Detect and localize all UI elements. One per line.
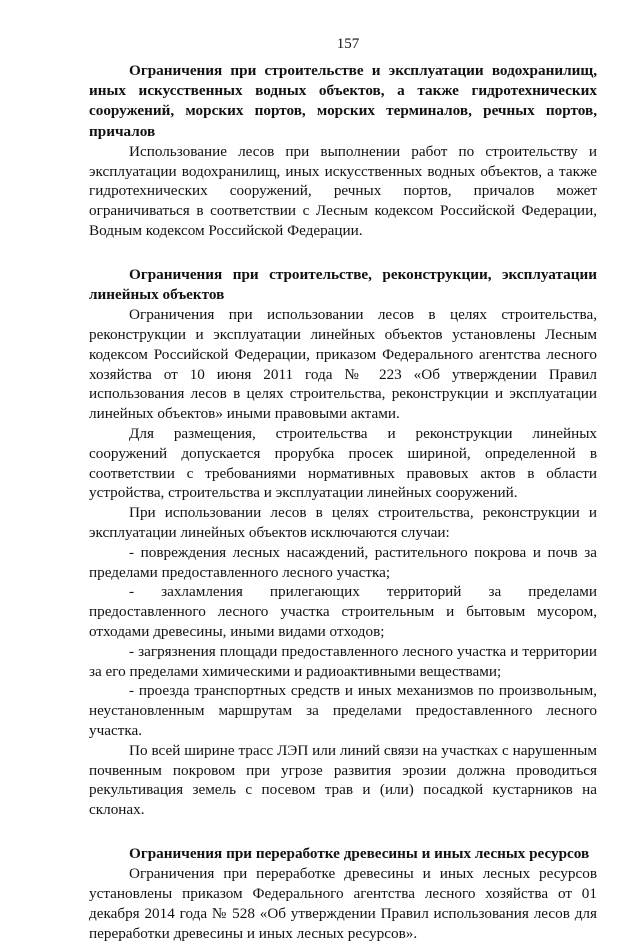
section-heading: Ограничения при строительстве, реконструкции, эксплуатации линейных объектов bbox=[89, 265, 597, 303]
list-item: - загрязнения площади предоставленного лесного участка и территории за его пределами химическими и радиоактивными веществами; bbox=[89, 642, 597, 680]
paragraph: Использование лесов при выполнении работ по строительству и эксплуатации водохранилищ, иных искусственных водных объектов, а также гидротехнических сооружений, речных портов, причалов может ограничиваться в соответствии с Лесным кодексом Российской Федерации, Водным кодексом Российской Федерации. bbox=[89, 142, 597, 239]
section-reservoirs bbox=[89, 61, 597, 241]
paragraph: По всей ширине трасс ЛЭП или линий связи на участках с нарушенным почвенным покровом при угрозе развития эрозии должна проводиться рекультивация земель с посевом трав и (или) посадкой кустарников на склонах. bbox=[89, 741, 597, 819]
paragraph: Ограничения при использовании лесов в целях строительства, реконструкции и эксплуатации линейных объектов установлены Лесным кодексом Российской Федерации, приказом Федерального агентства лесного хозяйства от 10 июня 2011 года № 223 «Об утверждении Правил использования лесов в целях строительства, реконструкции и эксплуатации линейных объектов» иными правовыми актами. bbox=[89, 306, 597, 423]
section-heading: Ограничения при строительстве и эксплуатации водохранилищ, иных искусственных водных объектов, а также гидротехнических сооружений, морских портов, морских терминалов, речных портов, причалов bbox=[89, 62, 597, 140]
list-item: - повреждения лесных насаждений, растительного покрова и почв за пределами предоставленного лесного участка; bbox=[89, 543, 597, 581]
section-heading: Ограничения при переработке древесины и иных лесных ресурсов bbox=[129, 844, 590, 862]
section-linear-objects bbox=[89, 265, 597, 820]
page-number: 157 bbox=[336, 36, 360, 52]
paragraph: Для размещения, строительства и реконструкции линейных сооружений допускается прорубка просек шириной, определенной в соответствии с требованиями нормативных правовых актов в области устройства, строительства и эксплуатации линейных сооружений. bbox=[89, 424, 597, 502]
list-item: - захламления прилегающих территорий за пределами предоставленного лесного участка строительным и бытовым мусором, отходами древесины, иными видами отходов; bbox=[89, 583, 597, 640]
paragraph: Ограничения при переработке древесины и иных лесных ресурсов установлены приказом Федерального агентства лесного хозяйства от 01 декабря 2014 года № 528 «Об утверждении Правил использования лесов для переработки древесины и иных лесных ресурсов». bbox=[89, 865, 597, 942]
list-item: - проезда транспортных средств и иных механизмов по произвольным, неустановленным маршрутам за пределами предоставленного лесного участка. bbox=[89, 682, 597, 739]
paragraph: При использовании лесов в целях строительства, реконструкции и эксплуатации линейных объектов исключаются случаи: bbox=[89, 504, 597, 541]
section-wood-processing bbox=[89, 844, 597, 943]
